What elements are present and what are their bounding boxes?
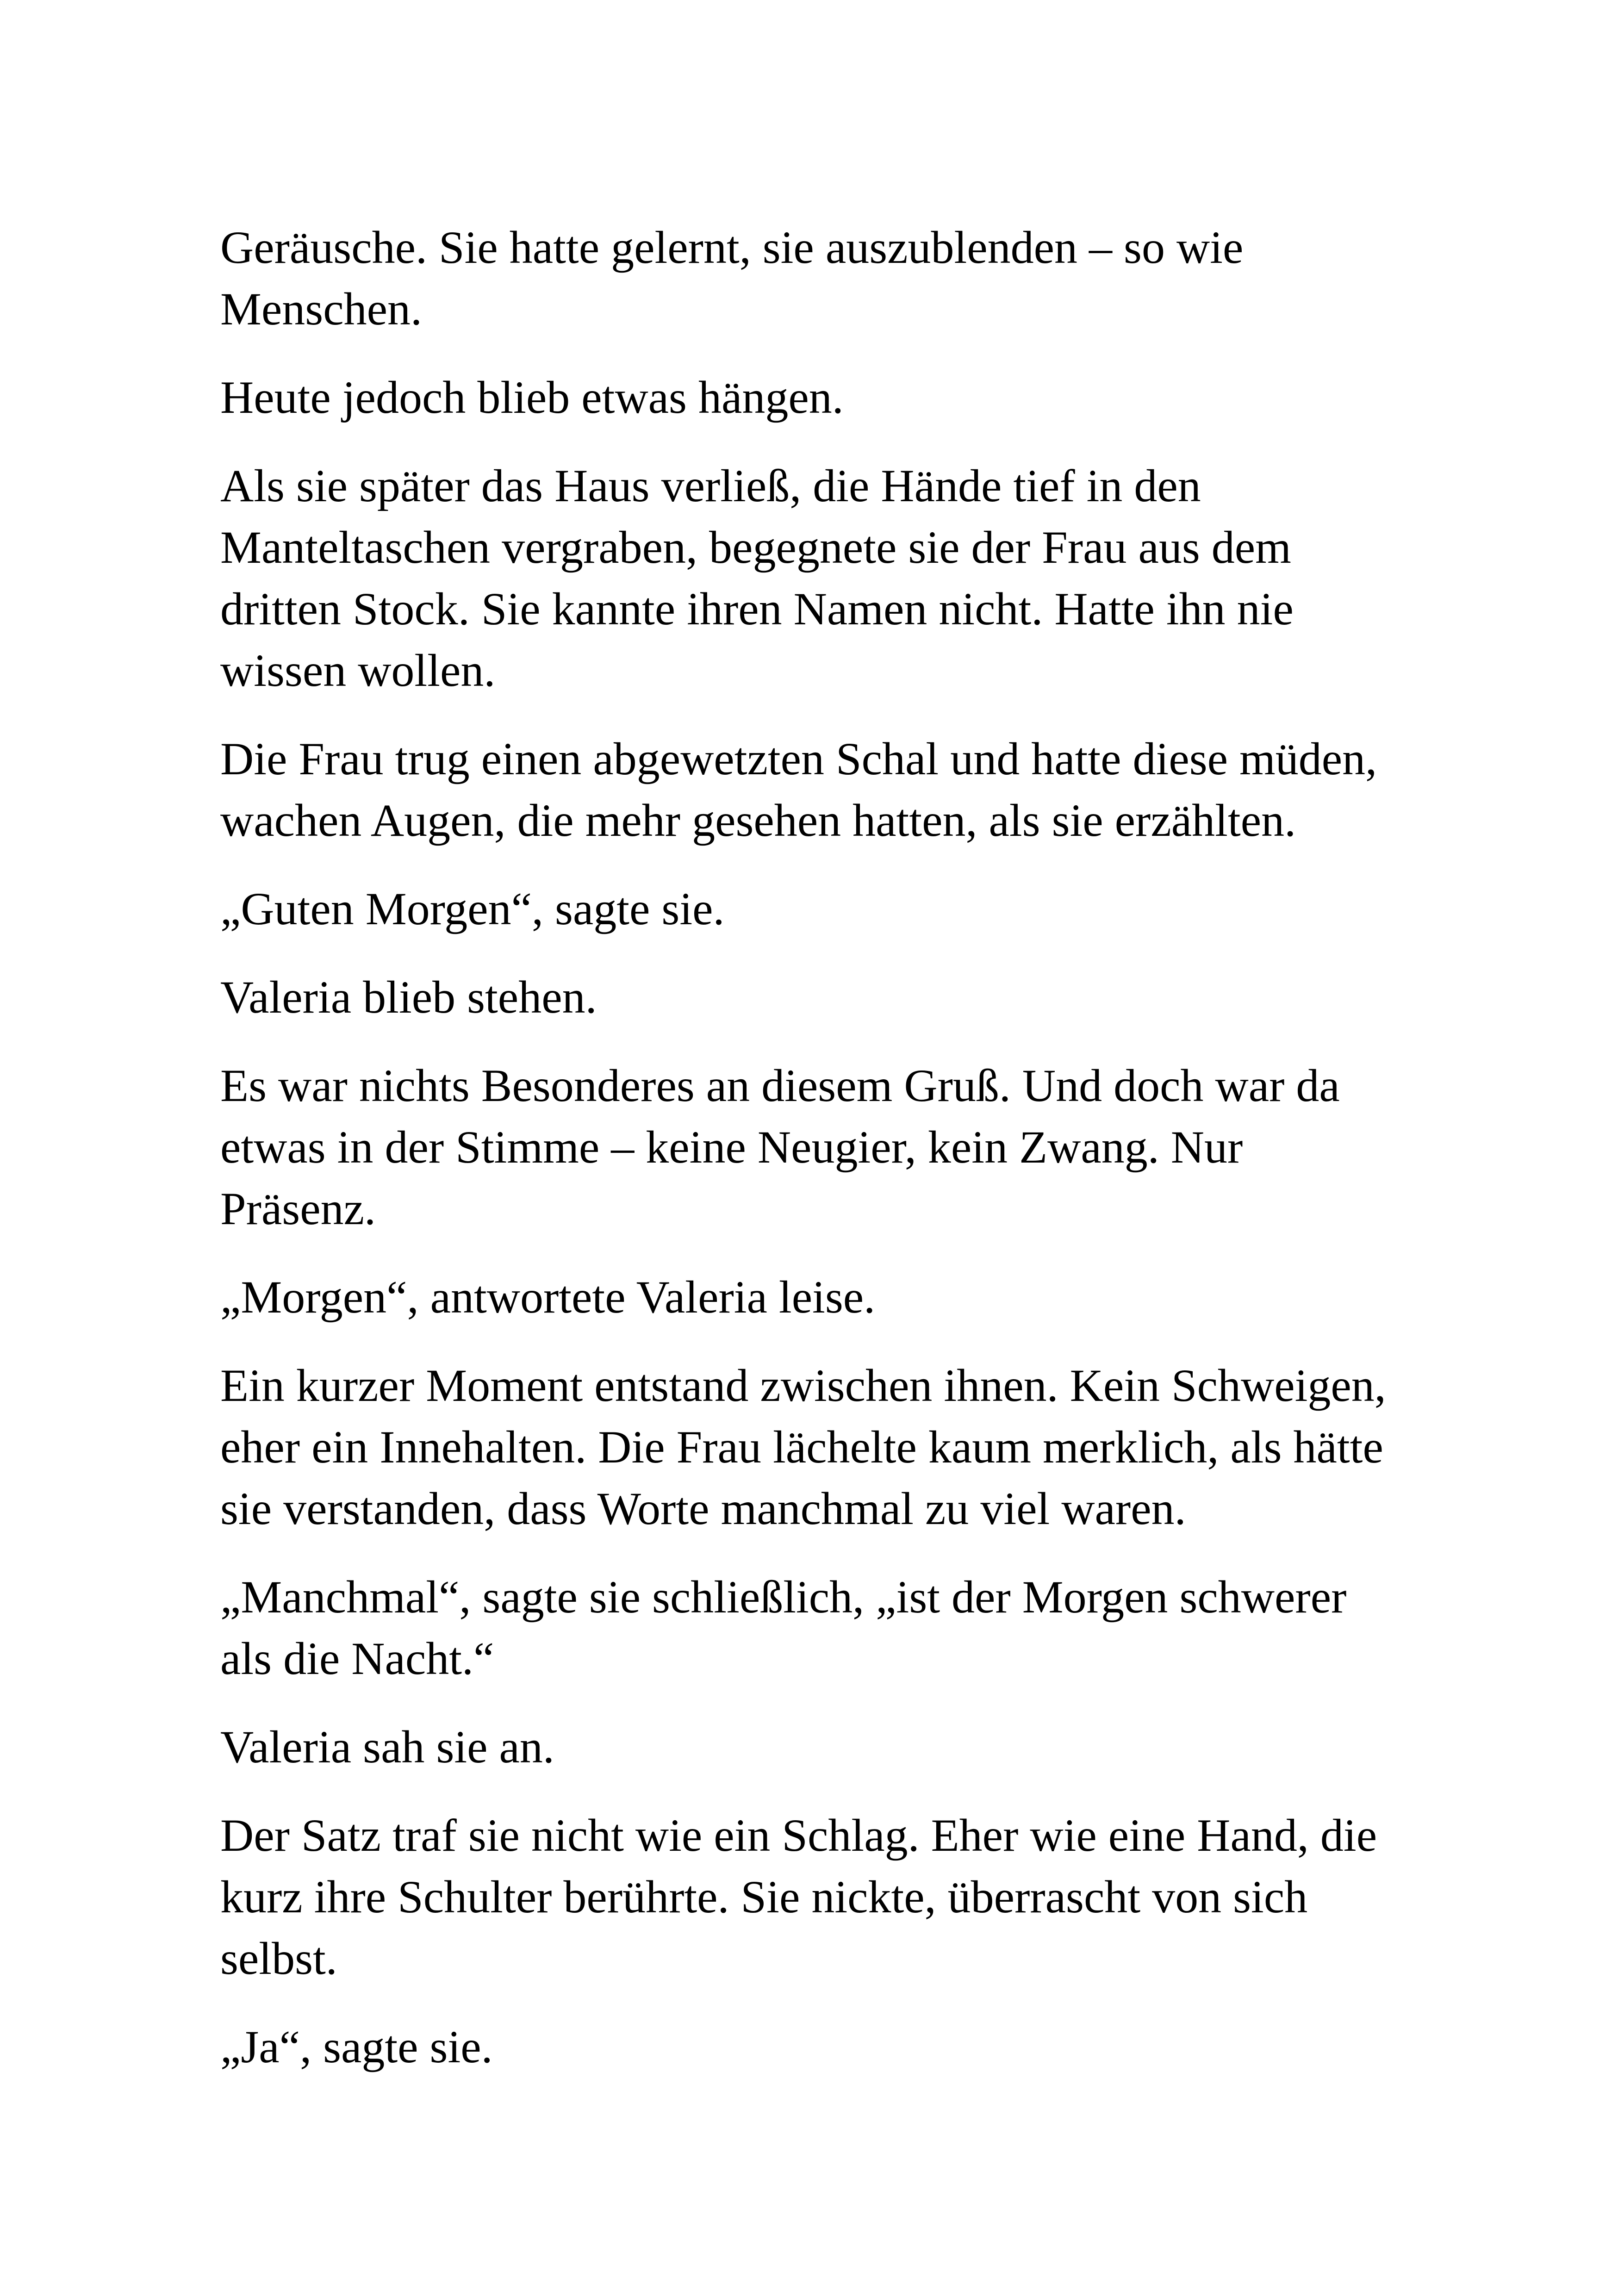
paragraph: „Guten Morgen“, sagte sie.	[220, 883, 725, 934]
paragraph: Valeria sah sie an.	[220, 1721, 554, 1773]
document-body	[220, 217, 1405, 2104]
paragraph: „Morgen“, antwortete Valeria leise.	[220, 1271, 876, 1323]
paragraph: Als sie später das Haus verließ, die Hände tief in den Manteltaschen vergraben, begegnete sie der Frau aus dem dritten Stock. Sie kannte ihren Namen nicht. Hatte ihn nie wissen wollen.	[220, 460, 1294, 696]
paragraph: „Ja“, sagte sie.	[220, 2021, 493, 2072]
paragraph: „Manchmal“, sagte sie schließlich, „ist der Morgen schwerer als die Nacht.“	[220, 1571, 1347, 1684]
paragraph: Es war nichts Besonderes an diesem Gruß. Und doch war da etwas in der Stimme – keine Neugier, kein Zwang. Nur Präsenz.	[220, 1060, 1340, 1234]
paragraph: Valeria blieb stehen.	[220, 971, 597, 1023]
paragraph: Geräusche. Sie hatte gelernt, sie auszublenden – so wie Menschen.	[220, 222, 1244, 335]
paragraph: Die Frau trug einen abgewetzten Schal und hatte diese müden, wachen Augen, die mehr gesehen hatten, als sie erzählten.	[220, 733, 1377, 846]
paragraph: Ein kurzer Moment entstand zwischen ihnen. Kein Schweigen, eher ein Innehalten. Die Frau lächelte kaum merklich, als hätte sie verstanden, dass Worte manchmal zu viel waren.	[220, 1360, 1386, 1534]
paragraph: Heute jedoch blieb etwas hängen.	[220, 372, 844, 423]
paragraph: Der Satz traf sie nicht wie ein Schlag. Eher wie eine Hand, die kurz ihre Schulter berührte. Sie nickte, überrascht von sich selbst.	[220, 1810, 1377, 1984]
